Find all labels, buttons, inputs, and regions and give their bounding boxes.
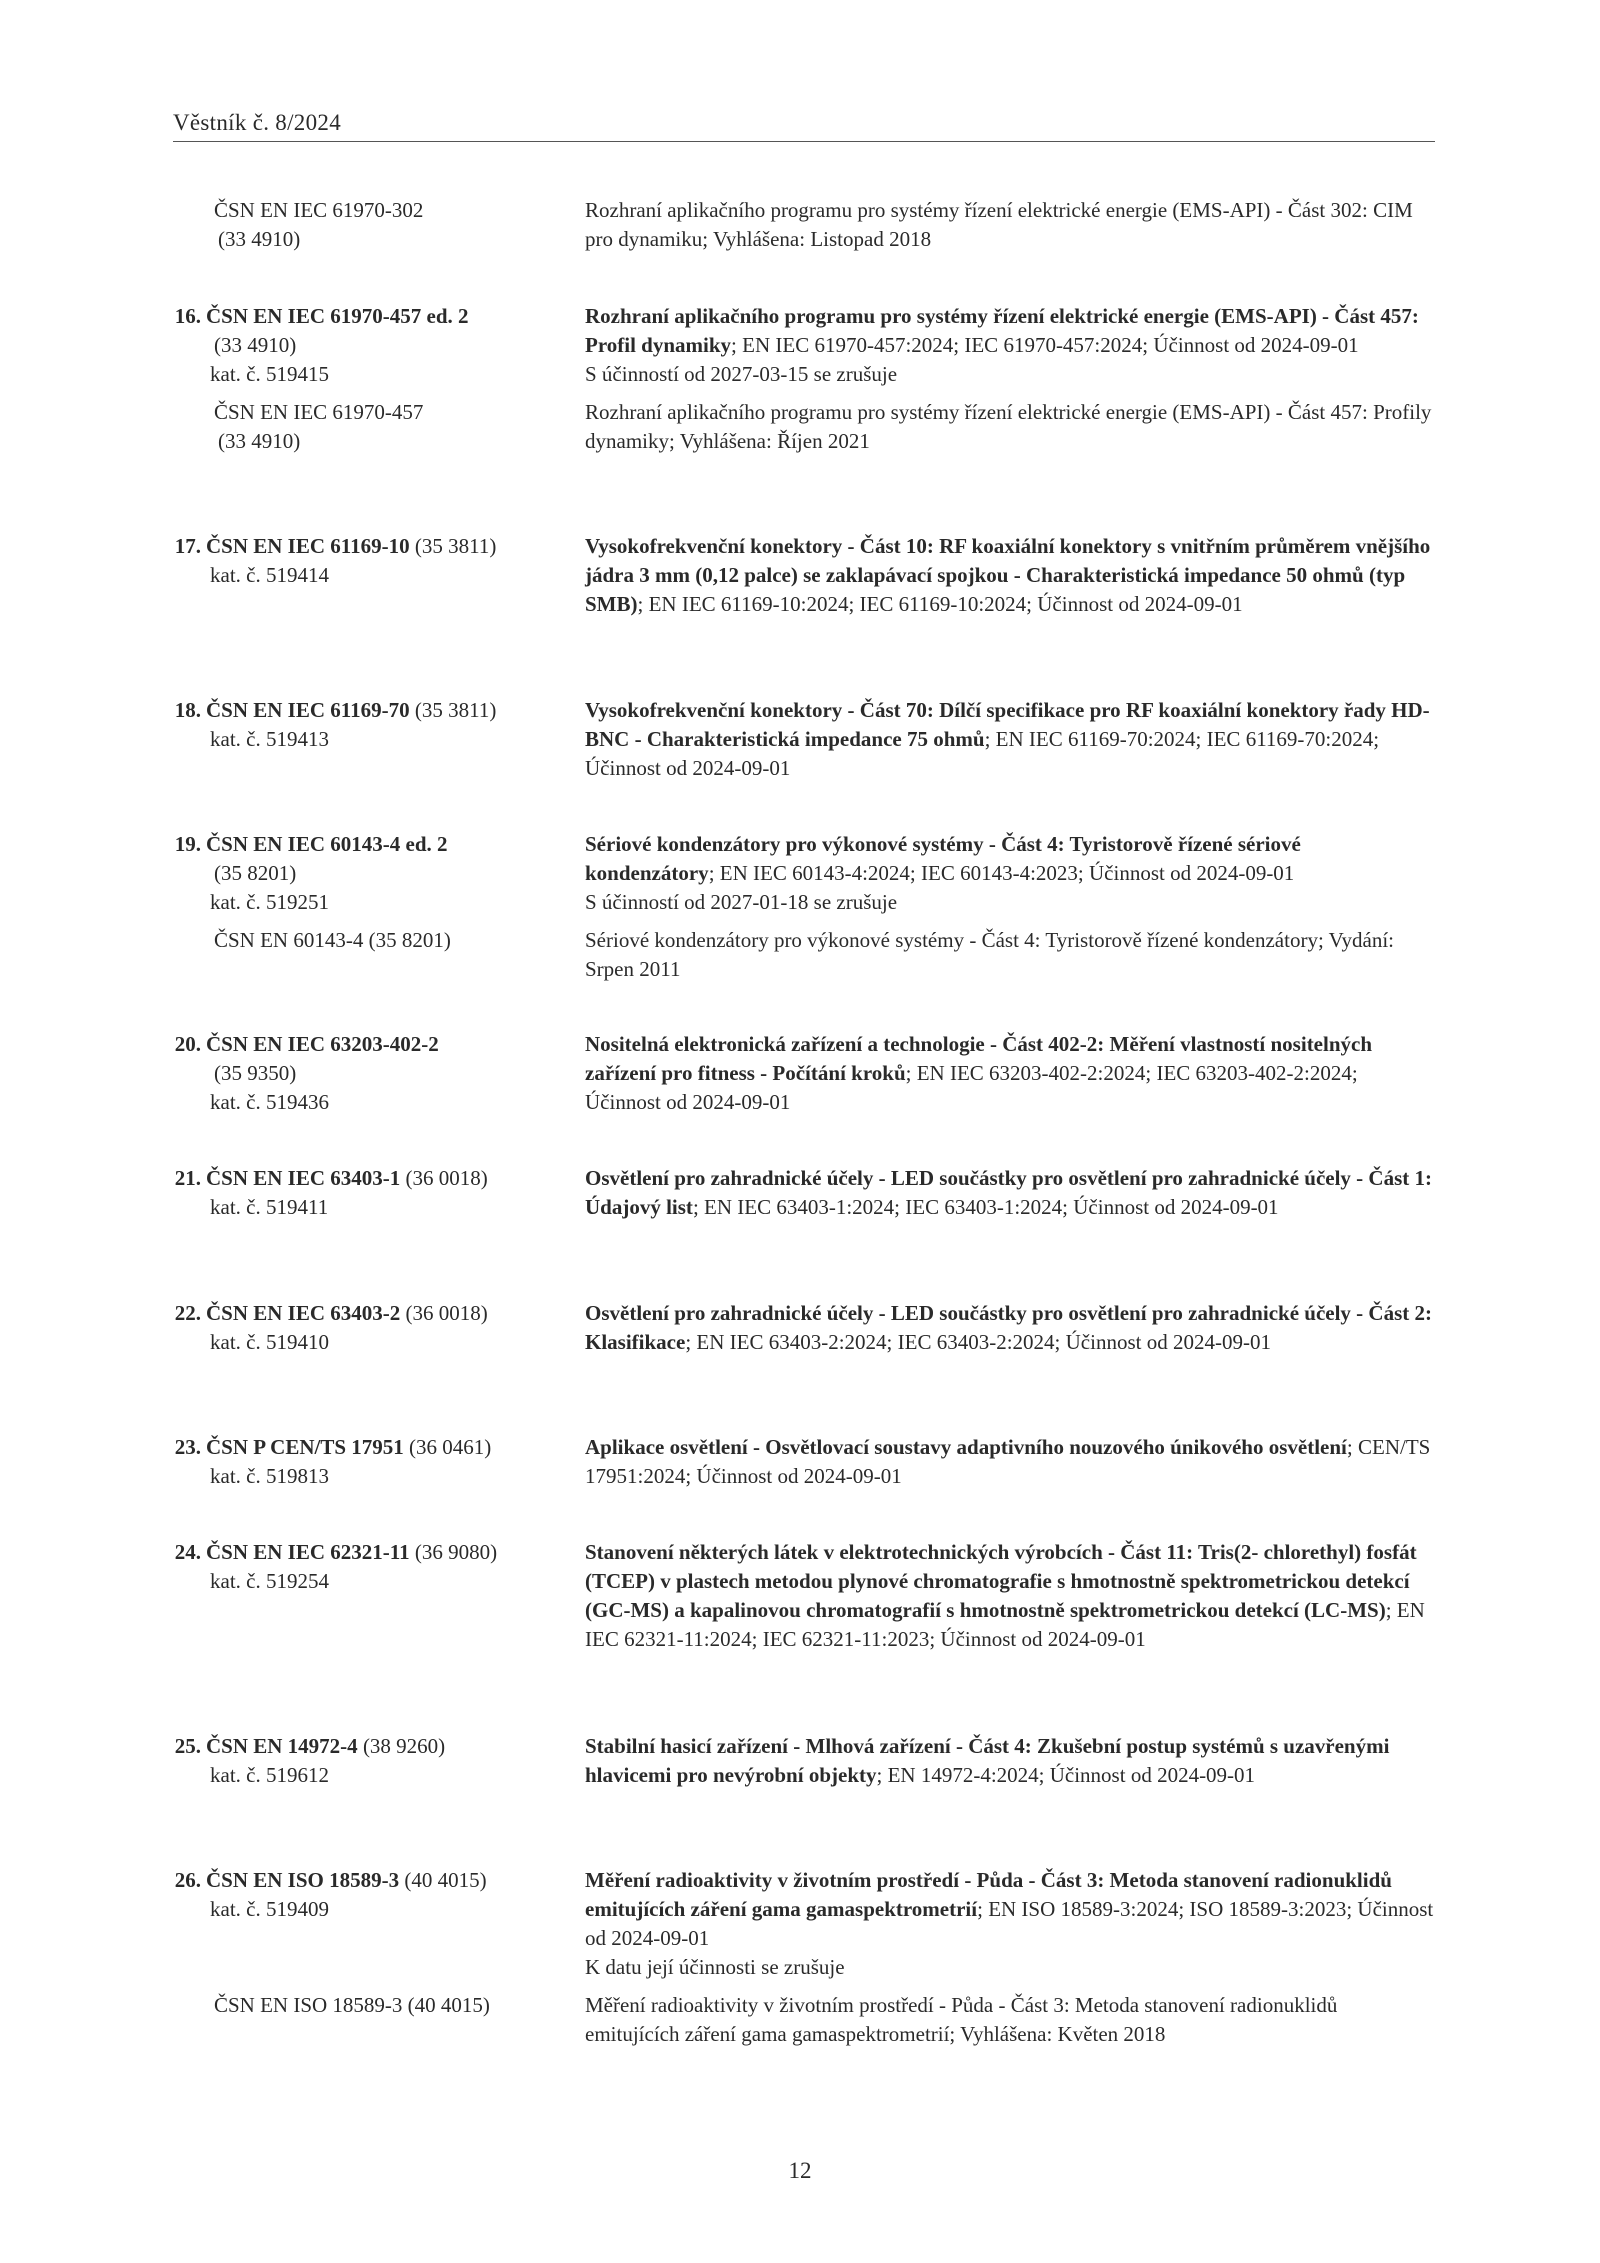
entry-code: ČSN EN IEC 61169-10 [206,534,410,558]
entry-kat: kat. č. 519411 [210,1195,329,1219]
entry-class: (36 0461) [403,1435,492,1459]
entry-details: ; EN IEC 61970-457:2024; IEC 61970-457:2024; Účinnost od 2024-09-01 [731,333,1359,357]
entry-title: Aplikace osvětlení - Osvětlovací soustavy adaptivního nouzového únikového osvětlení [585,1435,1347,1459]
entry-title: Měření radioaktivity v životním prostředí - Půda - Část 3: Metoda stanovení radionuklidů emitujících záření gama gamaspektrometrií [585,1868,1392,1921]
entry-code: ČSN EN IEC 60143-4 ed. 2 [206,832,448,856]
entry-code: ČSN EN ISO 18589-3 [206,1868,400,1892]
entry-class: (35 8201) [214,861,297,885]
entry-title: Vysokofrekvenční konektory - Část 10: RF koaxiální konektory s vnitřním průměrem vnějšího jádra 3 mm (0,12 palce) se zaklapávací spojkou - Charakteristická impedance 50 ohmů (typ SMB) [585,534,1431,616]
page-header [173,110,1435,142]
entry-class: (35 9350) [214,1061,297,1085]
entry-title: Stabilní hasicí zařízení - Mlhová zařízení - Část 4: Zkušební postup systémů s uzavřenými hlavicemi pro nevýrobní objekty [585,1734,1390,1787]
replaced-code: ČSN EN ISO 18589-3 (40 4015) [214,1993,490,2017]
replaced-text: Sériové kondenzátory pro výkonové systémy - Část 4: Tyristorově řízené kondenzátory; Vydání: Srpen 2011 [585,928,1394,981]
entry-number: 26. [174,1868,201,1892]
entry-details: ; EN IEC 63403-2:2024; IEC 63403-2:2024; Účinnost od 2024-09-01 [685,1330,1271,1354]
entry-kat: kat. č. 519251 [210,890,329,914]
entry-title: Osvětlení pro zahradnické účely - LED součástky pro osvětlení pro zahradnické účely - Část 2: Klasifikace [585,1301,1432,1354]
standards-list [173,196,1435,2046]
entry-details: ; EN IEC 63403-1:2024; IEC 63403-1:2024; Účinnost od 2024-09-01 [692,1195,1279,1219]
entry-details: ; EN IEC 61169-70:2024; IEC 61169-70:2024; Účinnost od 2024-09-01 [585,727,1380,780]
entry-22 [173,1299,1435,1357]
entry-extra: S účinností od 2027-03-15 se zrušuje [585,362,898,386]
replaced-class: (33 4910) [218,429,301,453]
entry-code: ČSN EN 14972-4 [206,1734,358,1758]
entry-18 [173,696,1435,783]
entry-25 [173,1732,1435,1790]
entry-number: 23. [174,1435,201,1459]
entry-extra: S účinností od 2027-01-18 se zrušuje [585,890,898,914]
entry-number: 16. [174,304,201,328]
entry-class: (38 9260) [357,1734,446,1758]
entry-class: (36 0018) [400,1301,488,1325]
entry-class: (35 3811) [409,534,497,558]
entry-class: (36 9080) [409,1540,498,1564]
entry-title: Stanovení některých látek v elektrotechnických výrobcích - Část 11: Tris(2- chlorethyl) fosfát (TCEP) v plastech metodou plynové chromatografie s hmotnostně spektrometrickou detekcí (GC-MS) a kapalinovou chromatografií s hmotnostně spektrometrickou detekcí (LC-MS) [585,1540,1417,1622]
entry-kat: kat. č. 519413 [210,727,329,751]
entry-number: 17. [174,534,201,558]
replaced-code: ČSN EN 60143-4 (35 8201) [214,928,451,952]
entry-24 [173,1538,1435,1654]
entry-details: ; CEN/TS 17951:2024; Účinnost od 2024-09-01 [585,1435,1431,1488]
replaced-text: Měření radioaktivity v životním prostředí - Půda - Část 3: Metoda stanovení radionuklidů emitujících záření gama gamaspektrometrií; Vyhlášena: Květen 2018 [585,1993,1338,2046]
entry-title: Nositelná elektronická zařízení a technologie - Část 402-2: Měření vlastností nositelných zařízení pro fitness - Počítání kroků [585,1032,1373,1085]
replaced-code: ČSN EN IEC 61970-457 [214,400,424,424]
entry-code: ČSN EN IEC 63403-2 [206,1301,401,1325]
entry-number: 21. [174,1166,201,1190]
entry-kat: kat. č. 519254 [210,1569,329,1593]
page-footer [0,2158,1600,2184]
entry-class: (35 3811) [409,698,497,722]
continuation-class: (33 4910) [218,227,301,251]
entry-number: 24. [174,1540,201,1564]
entry-number: 25. [174,1734,201,1758]
entry-16 [173,302,1435,456]
entry-kat: kat. č. 519414 [210,563,329,587]
entry-19 [173,830,1435,984]
entry-code: ČSN EN IEC 62321-11 [206,1540,410,1564]
entry-title: Vysokofrekvenční konektory - Část 70: Dílčí specifikace pro RF koaxiální konektory řady HD-BNC - Charakteristická impedance 75 ohmů [585,698,1430,751]
entry-23 [173,1433,1435,1491]
entry-kat: kat. č. 519612 [210,1763,329,1787]
entry-number: 18. [174,698,201,722]
entry-20 [173,1030,1435,1117]
entry-title: Rozhraní aplikačního programu pro systémy řízení elektrické energie (EMS-API) - Část 457: Profil dynamiky [585,304,1419,357]
entry-kat: kat. č. 519813 [210,1464,329,1488]
entry-extra: K datu její účinnosti se zrušuje [585,1955,845,1979]
entry-details: ; EN 14972-4:2024; Účinnost od 2024-09-01 [876,1763,1256,1787]
entry-details: ; EN IEC 60143-4:2024; IEC 60143-4:2023; Účinnost od 2024-09-01 [708,861,1295,885]
entry-details: ; EN IEC 63203-402-2:2024; IEC 63203-402-2:2024; Účinnost od 2024-09-01 [585,1061,1358,1114]
continuation-text: Rozhraní aplikačního programu pro systémy řízení elektrické energie (EMS-API) - Část 302: CIM pro dynamiku; Vyhlášena: Listopad 2018 [585,198,1413,251]
entry-17 [173,532,1435,619]
entry-number: 19. [174,832,201,856]
entry-title: Osvětlení pro zahradnické účely - LED součástky pro osvětlení pro zahradnické účely - Část 1: Údajový list [585,1166,1432,1219]
entry-26 [173,1866,1435,2049]
entry-details: ; EN IEC 61169-10:2024; IEC 61169-10:2024; Účinnost od 2024-09-01 [637,592,1243,616]
entry-kat: kat. č. 519415 [210,362,329,386]
entry-code: ČSN P CEN/TS 17951 [206,1435,404,1459]
entry-code: ČSN EN IEC 63403-1 [206,1166,401,1190]
entry-class: (40 4015) [399,1868,487,1892]
entry-class: (33 4910) [214,333,297,357]
entry-details: ; EN ISO 18589-3:2024; ISO 18589-3:2023; Účinnost od 2024-09-01 [585,1897,1434,1950]
entry-kat: kat. č. 519409 [210,1897,329,1921]
continuation-code: ČSN EN IEC 61970-302 [214,198,424,222]
entry-code: ČSN EN IEC 61169-70 [206,698,410,722]
entry-kat: kat. č. 519410 [210,1330,329,1354]
entry-kat: kat. č. 519436 [210,1090,329,1114]
replaced-text: Rozhraní aplikačního programu pro systémy řízení elektrické energie (EMS-API) - Část 457: Profily dynamiky; Vyhlášena: Říjen 2021 [585,400,1432,453]
entry-number: 20. [174,1032,201,1056]
entry-details: ; EN IEC 62321-11:2024; IEC 62321-11:2023; Účinnost od 2024-09-01 [585,1598,1425,1651]
entry-code: ČSN EN IEC 63203-402-2 [206,1032,439,1056]
entry-title: Sériové kondenzátory pro výkonové systémy - Část 4: Tyristorově řízené sériové kondenzátory [585,832,1301,885]
journal-title: Věstník č. 8/2024 [173,110,341,135]
page-number: 12 [788,2158,812,2183]
entry-class: (36 0018) [400,1166,488,1190]
entry-21 [173,1164,1435,1222]
continuation-entry [173,196,1435,254]
entry-code: ČSN EN IEC 61970-457 ed. 2 [206,304,469,328]
entry-number: 22. [174,1301,201,1325]
